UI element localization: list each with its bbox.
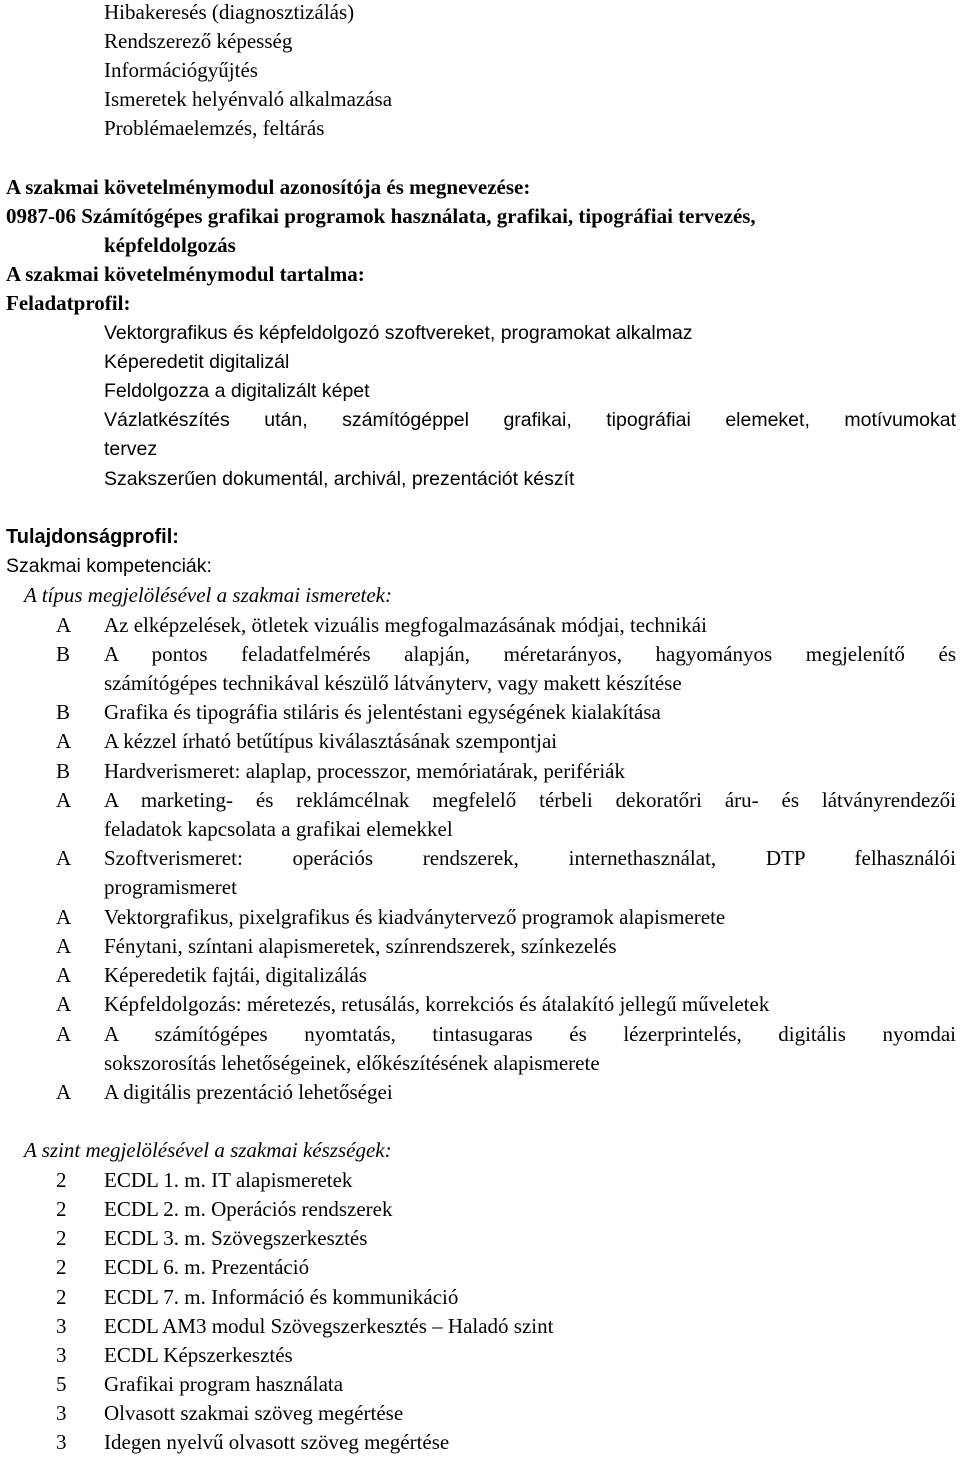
intro-item: Rendszerező képesség: [104, 29, 293, 53]
module-id-line: képfeldolgozás: [104, 233, 236, 257]
knowledge-text: Az elképzelések, ötletek vizuális megfogalmazásának módjai, technikái: [104, 613, 707, 637]
task-item: Vektorgrafikus és képfeldolgozó szoftvereket, programokat alkalmaz: [104, 322, 693, 344]
skill-level: 2: [56, 1168, 67, 1192]
competences-heading: Szakmai kompetenciák:: [6, 555, 212, 577]
task-item: Szakszerűen dokumentál, archivál, prezentációt készít: [104, 468, 575, 490]
skill-text: Olvasott szakmai szöveg megértése: [104, 1401, 404, 1425]
skill-text: Idegen nyelvű olvasott szöveg megértése: [104, 1430, 450, 1454]
knowledge-type: A: [56, 1080, 72, 1104]
module-content-heading: A szakmai követelménymodul tartalma:: [6, 262, 365, 286]
skill-text: ECDL Képszerkesztés: [104, 1343, 293, 1367]
knowledge-text: Fénytani, színtani alapismeretek, színrendszerek, színkezelés: [104, 934, 617, 958]
knowledge-type: A: [56, 1022, 72, 1046]
knowledge-text: A marketing- és reklámcélnak megfelelő térbeli dekoratőri áru- és látványrendezői: [104, 788, 956, 812]
knowledge-text: Szoftverismeret: operációs rendszerek, internethasználat, DTP felhasználói: [104, 846, 956, 870]
knowledge-type: A: [56, 963, 72, 987]
knowledge-type: A: [56, 788, 72, 812]
skill-level: 2: [56, 1197, 67, 1221]
knowledge-text: A számítógépes nyomtatás, tintasugaras és lézerprintelés, digitális nyomdai: [104, 1022, 956, 1046]
property-profile-heading: Tulajdonságprofil:: [6, 526, 179, 548]
task-item: Képeredetit digitalizál: [104, 351, 290, 373]
module-id-line: 0987-06 Számítógépes grafikai programok használata, grafikai, tipográfiai tervezés,: [6, 204, 756, 228]
knowledge-text: A pontos feladatfelmérés alapján, méretarányos, hagyományos megjelenítő és: [104, 642, 956, 666]
knowledge-type: A: [56, 613, 72, 637]
skill-level: 3: [56, 1343, 67, 1367]
knowledge-text-continued: számítógépes technikával készülő látványterv, vagy makett készítése: [104, 671, 682, 695]
intro-item: Hibakeresés (diagnosztizálás): [104, 0, 355, 24]
skills-heading: A szint megjelölésével a szakmai készségek:: [24, 1138, 392, 1162]
skill-text: ECDL AM3 modul Szövegszerkesztés – Haladó szint: [104, 1314, 554, 1338]
task-item: Vázlatkészítés után, számítógéppel grafikai, tipográfiai elemeket, motívumokat: [104, 409, 956, 431]
knowledge-text: A kézzel írható betűtípus kiválasztásának szempontjai: [104, 729, 558, 753]
intro-item: Ismeretek helyénvaló alkalmazása: [104, 87, 393, 111]
knowledge-text: Grafika és tipográfia stiláris és jelentéstani egységének kialakítása: [104, 700, 661, 724]
knowledge-type: A: [56, 992, 72, 1016]
knowledge-text: Vektorgrafikus, pixelgrafikus és kiadványtervező programok alapismerete: [104, 905, 726, 929]
skill-level: 3: [56, 1430, 67, 1454]
skill-level: 2: [56, 1255, 67, 1279]
intro-item: Információgyűjtés: [104, 58, 258, 82]
task-item: Feldolgozza a digitalizált képet: [104, 380, 370, 402]
knowledge-text: Képfeldolgozás: méretezés, retusálás, korrekciós és átalakító jellegű műveletek: [104, 992, 770, 1016]
skill-text: ECDL 1. m. IT alapismeretek: [104, 1168, 353, 1192]
knowledge-type: A: [56, 729, 72, 753]
skill-level: 2: [56, 1226, 67, 1250]
knowledge-type: A: [56, 905, 72, 929]
skill-text: ECDL 3. m. Szövegszerkesztés: [104, 1226, 368, 1250]
knowledge-type: B: [56, 759, 71, 783]
skill-text: ECDL 6. m. Prezentáció: [104, 1255, 310, 1279]
knowledge-type: B: [56, 642, 71, 666]
knowledge-text: Képeredetik fajtái, digitalizálás: [104, 963, 367, 987]
skill-level: 5: [56, 1372, 67, 1396]
intro-item: Problémaelemzés, feltárás: [104, 116, 325, 140]
knowledge-text-continued: sokszorosítás lehetőségeinek, előkészítésének alapismerete: [104, 1051, 600, 1075]
knowledge-text: Hardverismeret: alaplap, processzor, memóriatárak, perifériák: [104, 759, 625, 783]
module-id-heading: A szakmai követelménymodul azonosítója és megnevezése:: [6, 175, 531, 199]
task-item-continued: tervez: [104, 438, 158, 460]
knowledge-type: A: [56, 934, 72, 958]
skill-text: ECDL 7. m. Információ és kommunikáció: [104, 1285, 459, 1309]
task-profile-heading: Feladatprofil:: [6, 291, 131, 315]
knowledge-type: B: [56, 700, 71, 724]
skill-level: 2: [56, 1285, 67, 1309]
skill-text: Grafikai program használata: [104, 1372, 344, 1396]
knowledge-type: A: [56, 846, 72, 870]
skill-level: 3: [56, 1401, 67, 1425]
knowledge-text-continued: programismeret: [104, 875, 237, 899]
skill-text: ECDL 2. m. Operációs rendszerek: [104, 1197, 393, 1221]
skill-level: 3: [56, 1314, 67, 1338]
knowledge-heading: A típus megjelölésével a szakmai ismeretek:: [24, 583, 392, 607]
knowledge-text: A digitális prezentáció lehetőségei: [104, 1080, 393, 1104]
knowledge-text-continued: feladatok kapcsolata a grafikai elemekkel: [104, 817, 453, 841]
